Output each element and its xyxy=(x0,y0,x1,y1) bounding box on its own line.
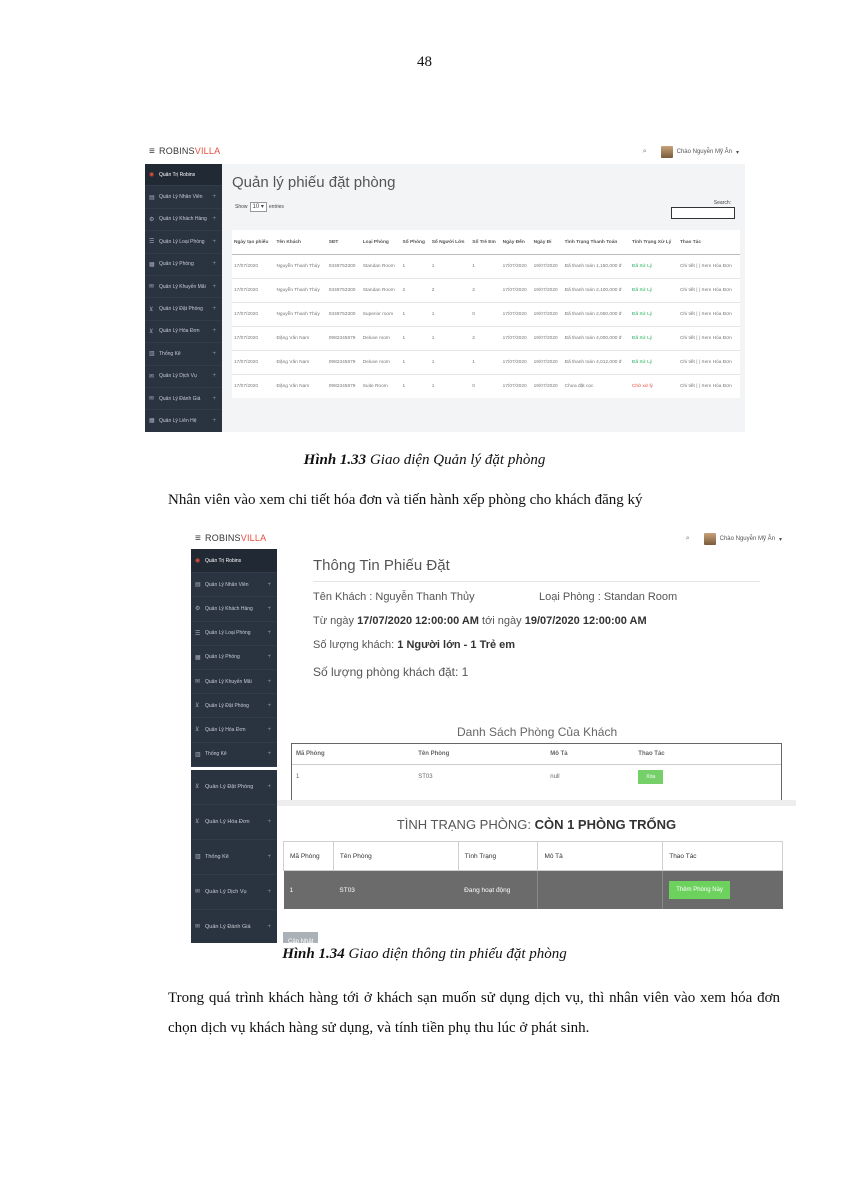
table-cell: 1 xyxy=(401,303,430,327)
menu-item-icon: ◉ xyxy=(195,558,201,565)
sidebar-item-label: Quản Lý Đánh Giá xyxy=(205,923,251,930)
greeting-text: Chào Nguyễn Mỹ Ân xyxy=(676,149,732,155)
sidebar-item-label: Quản Lý Nhân Viên xyxy=(159,194,203,201)
table-cell: Nguyễn Thanh Thủy xyxy=(274,279,326,303)
greeting-text: Chào Nguyễn Mỹ Ân xyxy=(719,536,775,542)
book-icon: ▤ xyxy=(149,194,155,201)
figure-caption xyxy=(0,946,849,963)
delete-room-button[interactable]: Xóa xyxy=(638,770,663,784)
sidebar-item-label: Quản Trị Robins xyxy=(205,557,242,564)
table-cell: 0982345879 xyxy=(327,375,361,399)
sidebar xyxy=(191,549,277,943)
room-desc xyxy=(538,871,663,910)
sidebar-item-label: Quản Lý Hóa Đơn xyxy=(205,726,246,733)
sidebar-item[interactable] xyxy=(145,164,222,186)
column-header[interactable]: Thao Tác xyxy=(678,230,740,255)
expand-icon: + xyxy=(212,261,216,268)
table-cell: 19/07/2020 xyxy=(532,279,563,303)
table-row xyxy=(284,871,783,910)
table-cell: Standan Room xyxy=(361,255,401,279)
table-cell: 1 xyxy=(430,255,471,279)
show-label: Show xyxy=(235,204,248,210)
guest-count xyxy=(313,639,515,651)
sidebar-item-label: Quản Lý Đặt Phòng xyxy=(205,783,254,790)
top-navbar xyxy=(145,140,745,165)
room-desc: null xyxy=(550,774,560,780)
table-cell: 1 xyxy=(401,351,430,375)
menu-item-icon: ✉ xyxy=(195,924,201,931)
customer-name: Tên Khách : Nguyễn Thanh Thủy xyxy=(313,591,475,603)
sidebar-item[interactable] xyxy=(191,805,277,840)
date-mid: tới ngày xyxy=(478,615,525,627)
expand-icon: + xyxy=(267,678,271,685)
table-cell: 1 xyxy=(470,255,500,279)
column-header: Mô Tả xyxy=(538,842,663,871)
sidebar-item[interactable] xyxy=(145,388,222,410)
sidebar-item[interactable] xyxy=(191,718,277,742)
table-cell: 17/07/2020 xyxy=(232,255,274,279)
table-cell: 17/07/2020 xyxy=(232,279,274,303)
sidebar-item-label: Quản Lý Loại Phòng xyxy=(205,630,251,637)
sidebar-item-label: Quản Lý Khách Hàng xyxy=(159,216,207,223)
detail-links[interactable]: Chi tiết | | Xem Hóa Đơn xyxy=(678,303,740,327)
actions-cell xyxy=(634,765,781,790)
caption-text: Giao diện thông tin phiếu đặt phòng xyxy=(344,946,567,962)
sidebar-item-label: Quản Lý Loại Phòng xyxy=(159,238,205,245)
sidebar-item-label: Quản Lý Khuyến Mãi xyxy=(205,678,252,685)
expand-icon: + xyxy=(212,194,216,201)
section-divider xyxy=(277,800,796,806)
page-title: Thông Tin Phiếu Đặt xyxy=(313,557,450,574)
search-icon[interactable]: ⌕ xyxy=(642,148,647,155)
sidebar-item[interactable] xyxy=(191,573,277,597)
menu-item-icon: ▥ xyxy=(195,854,201,861)
table-cell: 17/07/2020 xyxy=(232,327,274,351)
table-cell: Đã Xử Lý xyxy=(630,351,678,375)
table-cell: Suite Room xyxy=(361,375,401,399)
user-menu[interactable] xyxy=(686,533,782,545)
table-cell: Đặng Văn Nam xyxy=(274,327,326,351)
table-cell: 17/07/2020 xyxy=(501,351,532,375)
robin-logo-icon: ◉ xyxy=(149,172,155,179)
table-cell: Đã thanh toán 1,150,000 đ xyxy=(563,255,630,279)
sidebar-item-label: Quản Lý Khách Hàng xyxy=(205,605,253,612)
expand-icon: + xyxy=(212,373,216,380)
room-name: ST03 xyxy=(418,774,433,780)
expand-icon: + xyxy=(267,853,271,860)
menu-item-icon: ⊻ xyxy=(195,727,200,734)
brand-name: ROBINS xyxy=(205,533,241,543)
caption-text: Giao diện Quản lý đặt phòng xyxy=(366,452,546,468)
sidebar-item-label: Quản Lý Đặt Phòng xyxy=(159,306,203,313)
expand-icon: + xyxy=(267,818,271,825)
expand-icon: + xyxy=(267,888,271,895)
expand-icon: + xyxy=(212,395,216,402)
table-row xyxy=(232,351,740,375)
sidebar-item[interactable] xyxy=(145,410,222,432)
column-header: Mã Phòng xyxy=(292,744,414,765)
table-cell: 17/07/2020 xyxy=(501,375,532,399)
actions-cell xyxy=(663,871,783,910)
menu-item-icon: ⚙ xyxy=(195,606,201,613)
sidebar-item-label: Quản Lý Dịch Vụ xyxy=(159,373,197,380)
expand-icon: + xyxy=(212,328,216,335)
brand-name-accent: VILLA xyxy=(194,146,221,156)
room-list-title: Danh Sách Phòng Của Khách xyxy=(457,725,618,739)
sidebar-item[interactable] xyxy=(145,209,222,231)
expand-icon: + xyxy=(212,216,216,223)
room-id: 1 xyxy=(284,871,334,910)
expand-icon: + xyxy=(267,581,271,588)
table-cell: Chưa đặt cọc xyxy=(563,375,630,399)
chevron-down-icon: ▾ xyxy=(735,149,739,156)
figure-caption xyxy=(0,452,849,469)
room-status-heading xyxy=(277,817,796,832)
sidebar-item[interactable] xyxy=(191,597,277,621)
menu-item-icon: ▤ xyxy=(195,582,201,589)
room-type: Loại Phòng : Standan Room xyxy=(539,591,678,603)
expand-icon: + xyxy=(267,630,271,637)
table-cell: 17/07/2020 xyxy=(501,255,532,279)
table-cell: Nguyễn Thanh Thủy xyxy=(274,255,326,279)
table-cell: Superior room xyxy=(361,303,401,327)
table-cell: 17/07/2020 xyxy=(232,375,274,399)
top-navbar xyxy=(191,527,796,549)
menu-item-icon: ⊻ xyxy=(195,703,200,710)
booking-detail-screenshot xyxy=(191,527,796,943)
column-header[interactable]: Ngày Đến xyxy=(501,230,532,255)
sidebar-item[interactable] xyxy=(191,840,277,875)
envelope-icon: ✉ xyxy=(149,373,155,380)
column-header[interactable]: Số Trẻ Em xyxy=(470,230,500,255)
chart-icon: ▥ xyxy=(149,351,155,358)
sidebar-item[interactable] xyxy=(145,321,222,343)
sidebar-item-label: Quản Lý Khuyến Mãi xyxy=(159,283,206,290)
hamburger-menu-icon[interactable]: ≡ xyxy=(195,533,202,544)
main-content xyxy=(222,164,745,432)
table-cell: 2 xyxy=(470,327,500,351)
sidebar-item[interactable] xyxy=(145,254,222,276)
menu-item-icon: ▦ xyxy=(195,654,201,661)
column-header: Tình Trạng xyxy=(458,842,538,871)
sidebar-item-label: Thống Kê xyxy=(205,853,229,860)
guests-prefix: Số lượng khách: xyxy=(313,639,398,651)
divider xyxy=(313,581,760,582)
table-cell: 0348753300 xyxy=(327,279,361,303)
column-header[interactable]: Tình Trạng Xử Lý xyxy=(630,230,678,255)
table-cell: Đã Xử Lý xyxy=(630,279,678,303)
table-cell: 0348753300 xyxy=(327,303,361,327)
table-cell: Nguyễn Thanh Thủy xyxy=(274,303,326,327)
table-row xyxy=(232,375,740,399)
column-header[interactable]: Ngày tạo phiếu xyxy=(232,230,274,255)
table-cell: Đã thanh toán 2,550,000 đ xyxy=(563,303,630,327)
search-label: Search: xyxy=(713,200,731,206)
table-row xyxy=(232,327,740,351)
chevron-down-icon: ▾ xyxy=(778,536,782,543)
sidebar-item-label: Thống Kê xyxy=(205,751,227,758)
table-cell: 19/07/2020 xyxy=(532,303,563,327)
add-room-button[interactable]: Thêm Phòng Này xyxy=(669,881,730,899)
table-cell: 1 xyxy=(401,375,430,399)
table-cell: 19/07/2020 xyxy=(532,327,563,351)
status-prefix: TÌNH TRẠNG PHÒNG: xyxy=(396,817,535,832)
table-cell: Chờ xử lý xyxy=(630,375,678,399)
date-from: 17/07/2020 12:00:00 AM xyxy=(357,615,479,627)
table-cell: 1 xyxy=(430,303,471,327)
expand-icon: + xyxy=(212,350,216,357)
detail-links[interactable]: Chi tiết | | Xem Hóa Đơn xyxy=(678,351,740,375)
grid-icon: ▦ xyxy=(149,261,155,268)
menu-item-icon: ☰ xyxy=(195,630,201,637)
brand-name-accent: VILLA xyxy=(240,533,267,543)
table-cell: 17/07/2020 xyxy=(501,303,532,327)
avatar xyxy=(661,146,673,158)
menu-item-icon: ⊻ xyxy=(195,819,200,826)
brand-name: ROBINS xyxy=(159,146,195,156)
brand-logo[interactable] xyxy=(149,146,220,157)
rooms-booked: Số lượng phòng khách đặt: 1 xyxy=(313,665,469,679)
sidebar-item[interactable] xyxy=(191,875,277,910)
table-row xyxy=(292,765,781,790)
column-header[interactable]: SĐT xyxy=(327,230,361,255)
grid-icon: ▦ xyxy=(149,418,155,425)
booking-table xyxy=(232,230,740,398)
expand-icon: + xyxy=(212,417,216,424)
column-header: Tên Phòng xyxy=(414,744,546,765)
expand-icon: + xyxy=(267,751,271,758)
available-room-table xyxy=(283,841,783,909)
expand-icon: + xyxy=(212,238,216,245)
caption-number: Hình 1.33 xyxy=(303,452,367,468)
column-header[interactable]: Số Phòng xyxy=(401,230,430,255)
avatar xyxy=(704,533,716,545)
column-header: Mô Tả xyxy=(546,744,634,765)
table-cell: 0982345879 xyxy=(327,327,361,351)
page-length-control xyxy=(235,202,284,212)
cart-icon: ⊻ xyxy=(149,328,154,335)
column-header[interactable]: Ngày Đi xyxy=(532,230,563,255)
table-cell: 17/07/2020 xyxy=(501,327,532,351)
menu-item-icon: ✉ xyxy=(195,679,201,686)
expand-icon: + xyxy=(212,283,216,290)
status-value: CÒN 1 PHÒNG TRỐNG xyxy=(534,817,677,832)
column-header[interactable]: Tên Khách xyxy=(274,230,326,255)
table-cell: Đã Xử Lý xyxy=(630,255,678,279)
date-prefix: Từ ngày xyxy=(313,615,358,627)
sidebar-item[interactable] xyxy=(191,910,277,943)
menu-item-icon: ▥ xyxy=(195,751,201,758)
table-cell: Đặng Văn Nam xyxy=(274,351,326,375)
table-cell: Deluxe room xyxy=(361,327,401,351)
sidebar-item[interactable] xyxy=(191,622,277,646)
table-cell: 1 xyxy=(430,351,471,375)
page-length-value: 10 xyxy=(252,204,260,210)
menu-item-icon: ⊻ xyxy=(195,784,200,791)
room-name: ST03 xyxy=(333,871,458,910)
main-content xyxy=(277,549,796,943)
caption-number: Hình 1.34 xyxy=(282,946,345,962)
sidebar-item-label: Thống Kê xyxy=(159,350,181,357)
sidebar-item-label: Quản Lý Nhân Viên xyxy=(205,581,249,588)
page-title: Quản lý phiếu đặt phòng xyxy=(232,174,396,191)
table-cell: 0 xyxy=(470,375,500,399)
hamburger-menu-icon[interactable]: ≡ xyxy=(149,146,156,157)
guests-value: 1 Người lớn - 1 Trẻ em xyxy=(397,639,516,651)
customer-room-table xyxy=(292,744,781,789)
table-cell: 1 xyxy=(401,327,430,351)
column-header: Thao Tác xyxy=(634,744,781,765)
column-header: Tên Phòng xyxy=(333,842,458,871)
table-cell: Đã thanh toán 2,100,000 đ xyxy=(563,279,630,303)
list-icon: ☰ xyxy=(149,239,155,246)
sidebar-item[interactable] xyxy=(191,646,277,670)
page-number: 48 xyxy=(417,54,432,70)
room-id: 1 xyxy=(296,774,300,780)
table-cell: 0348753300 xyxy=(327,255,361,279)
update-button[interactable]: Cập Nhật xyxy=(283,932,318,943)
sidebar-item[interactable] xyxy=(145,298,222,320)
brand-logo[interactable] xyxy=(195,533,266,544)
table-cell: 1 xyxy=(401,255,430,279)
expand-icon: + xyxy=(267,783,271,790)
column-header[interactable]: Số Người Lớn xyxy=(430,230,471,255)
expand-icon: + xyxy=(267,605,271,612)
expand-icon: + xyxy=(267,726,271,733)
table-cell: Đã thanh toán 4,012,000 đ xyxy=(563,351,630,375)
detail-links[interactable]: Chi tiết | | Xem Hóa Đơn xyxy=(678,279,740,303)
table-cell: 2 xyxy=(470,279,500,303)
sidebar-item-label: Quản Lý Phòng xyxy=(159,261,194,268)
search-input[interactable] xyxy=(671,207,735,219)
sidebar-item[interactable] xyxy=(191,694,277,718)
search-icon[interactable]: ⌕ xyxy=(685,535,690,542)
booking-management-screenshot xyxy=(145,140,745,432)
table-cell: 17/07/2020 xyxy=(232,351,274,375)
table-cell: 17/07/2020 xyxy=(232,303,274,327)
table-cell: 1 xyxy=(430,327,471,351)
table-cell: 19/07/2020 xyxy=(532,351,563,375)
body-paragraph: Trong quá trình khách hàng tới ở khách sạn muốn sử dụng dịch vụ, thì nhân viên vào xem hóa đơn chọn dịch vụ khách hàng sử dụng, và tính tiền phụ thu lúc ở phát sinh. xyxy=(168,990,780,1036)
table-cell: 19/07/2020 xyxy=(532,375,563,399)
sidebar-item-label: Quản Lý Phòng xyxy=(205,654,240,661)
sidebar-item-label: Quản Lý Liên Hệ xyxy=(159,417,197,424)
table-cell: 0 xyxy=(470,303,500,327)
table-cell: Deluxe room xyxy=(361,351,401,375)
table-cell: 2 xyxy=(430,279,471,303)
expand-icon: + xyxy=(267,702,271,709)
table-cell: 19/07/2020 xyxy=(532,255,563,279)
sidebar-item-label: Quản Lý Dịch Vụ xyxy=(205,888,247,895)
sidebar-item-label: Quản Lý Hóa Đơn xyxy=(205,818,250,825)
sidebar-item[interactable] xyxy=(145,276,222,298)
table-row xyxy=(232,255,740,279)
sidebar-item-label: Quản Lý Đánh Giá xyxy=(159,395,201,402)
sidebar-item[interactable] xyxy=(191,549,277,573)
entries-label: entries xyxy=(268,204,284,210)
sidebar-item[interactable] xyxy=(145,343,222,365)
table-cell: 1 xyxy=(470,351,500,375)
table-cell: Đã Xử Lý xyxy=(630,303,678,327)
column-header[interactable]: Tình Trạng Thanh Toán xyxy=(563,230,630,255)
sidebar-item[interactable] xyxy=(145,231,222,253)
sidebar-item-label: Quản Trị Robins xyxy=(159,171,196,178)
envelope-icon: ✉ xyxy=(149,284,155,291)
expand-icon: + xyxy=(267,923,271,930)
sidebar-item-label: Quản Lý Hóa Đơn xyxy=(159,328,200,335)
table-cell: Đặng Văn Nam xyxy=(274,375,326,399)
table-cell: 17/07/2020 xyxy=(501,279,532,303)
table-row xyxy=(232,279,740,303)
detail-links[interactable]: Chi tiết | | Xem Hóa Đơn xyxy=(678,375,740,399)
detail-links[interactable]: Chi tiết | | Xem Hóa Đơn xyxy=(678,255,740,279)
sidebar-item[interactable] xyxy=(191,770,277,805)
envelope-icon: ✉ xyxy=(149,396,155,403)
column-header: Mã Phòng xyxy=(284,842,334,871)
sidebar xyxy=(145,164,222,432)
cart-icon: ⊻ xyxy=(149,306,154,313)
sidebar-item[interactable] xyxy=(191,670,277,694)
date-to: 19/07/2020 12:00:00 AM xyxy=(524,615,647,627)
stay-dates xyxy=(313,615,647,627)
sidebar-item[interactable] xyxy=(145,366,222,388)
expand-icon: + xyxy=(212,306,216,313)
expand-icon: + xyxy=(267,654,271,661)
customer-room-list xyxy=(291,743,782,801)
menu-item-icon: ✉ xyxy=(195,889,201,896)
table-cell: Đã thanh toán 4,000,000 đ xyxy=(563,327,630,351)
user-menu[interactable] xyxy=(643,146,739,158)
table-cell: 1 xyxy=(430,375,471,399)
room-status: Đang hoạt động xyxy=(458,871,538,910)
column-header: Thao Tác xyxy=(663,842,783,871)
table-cell: Đã Xử Lý xyxy=(630,327,678,351)
page-length-select[interactable]: 10 ▾ xyxy=(250,202,267,212)
sidebar-item-label: Quản Lý Đặt Phòng xyxy=(205,702,249,709)
detail-links[interactable]: Chi tiết | | Xem Hóa Đơn xyxy=(678,327,740,351)
body-paragraph: Nhân viên vào xem chi tiết hóa đơn và tiến hành xếp phòng cho khách đăng ký xyxy=(168,492,643,508)
table-cell: Standan Room xyxy=(361,279,401,303)
sidebar-item[interactable] xyxy=(145,186,222,208)
table-cell: 0982345879 xyxy=(327,351,361,375)
gears-icon: ⚙ xyxy=(149,216,155,223)
table-cell: 2 xyxy=(401,279,430,303)
table-row xyxy=(232,303,740,327)
sidebar-item[interactable] xyxy=(191,743,277,767)
column-header[interactable]: Loại Phòng xyxy=(361,230,401,255)
